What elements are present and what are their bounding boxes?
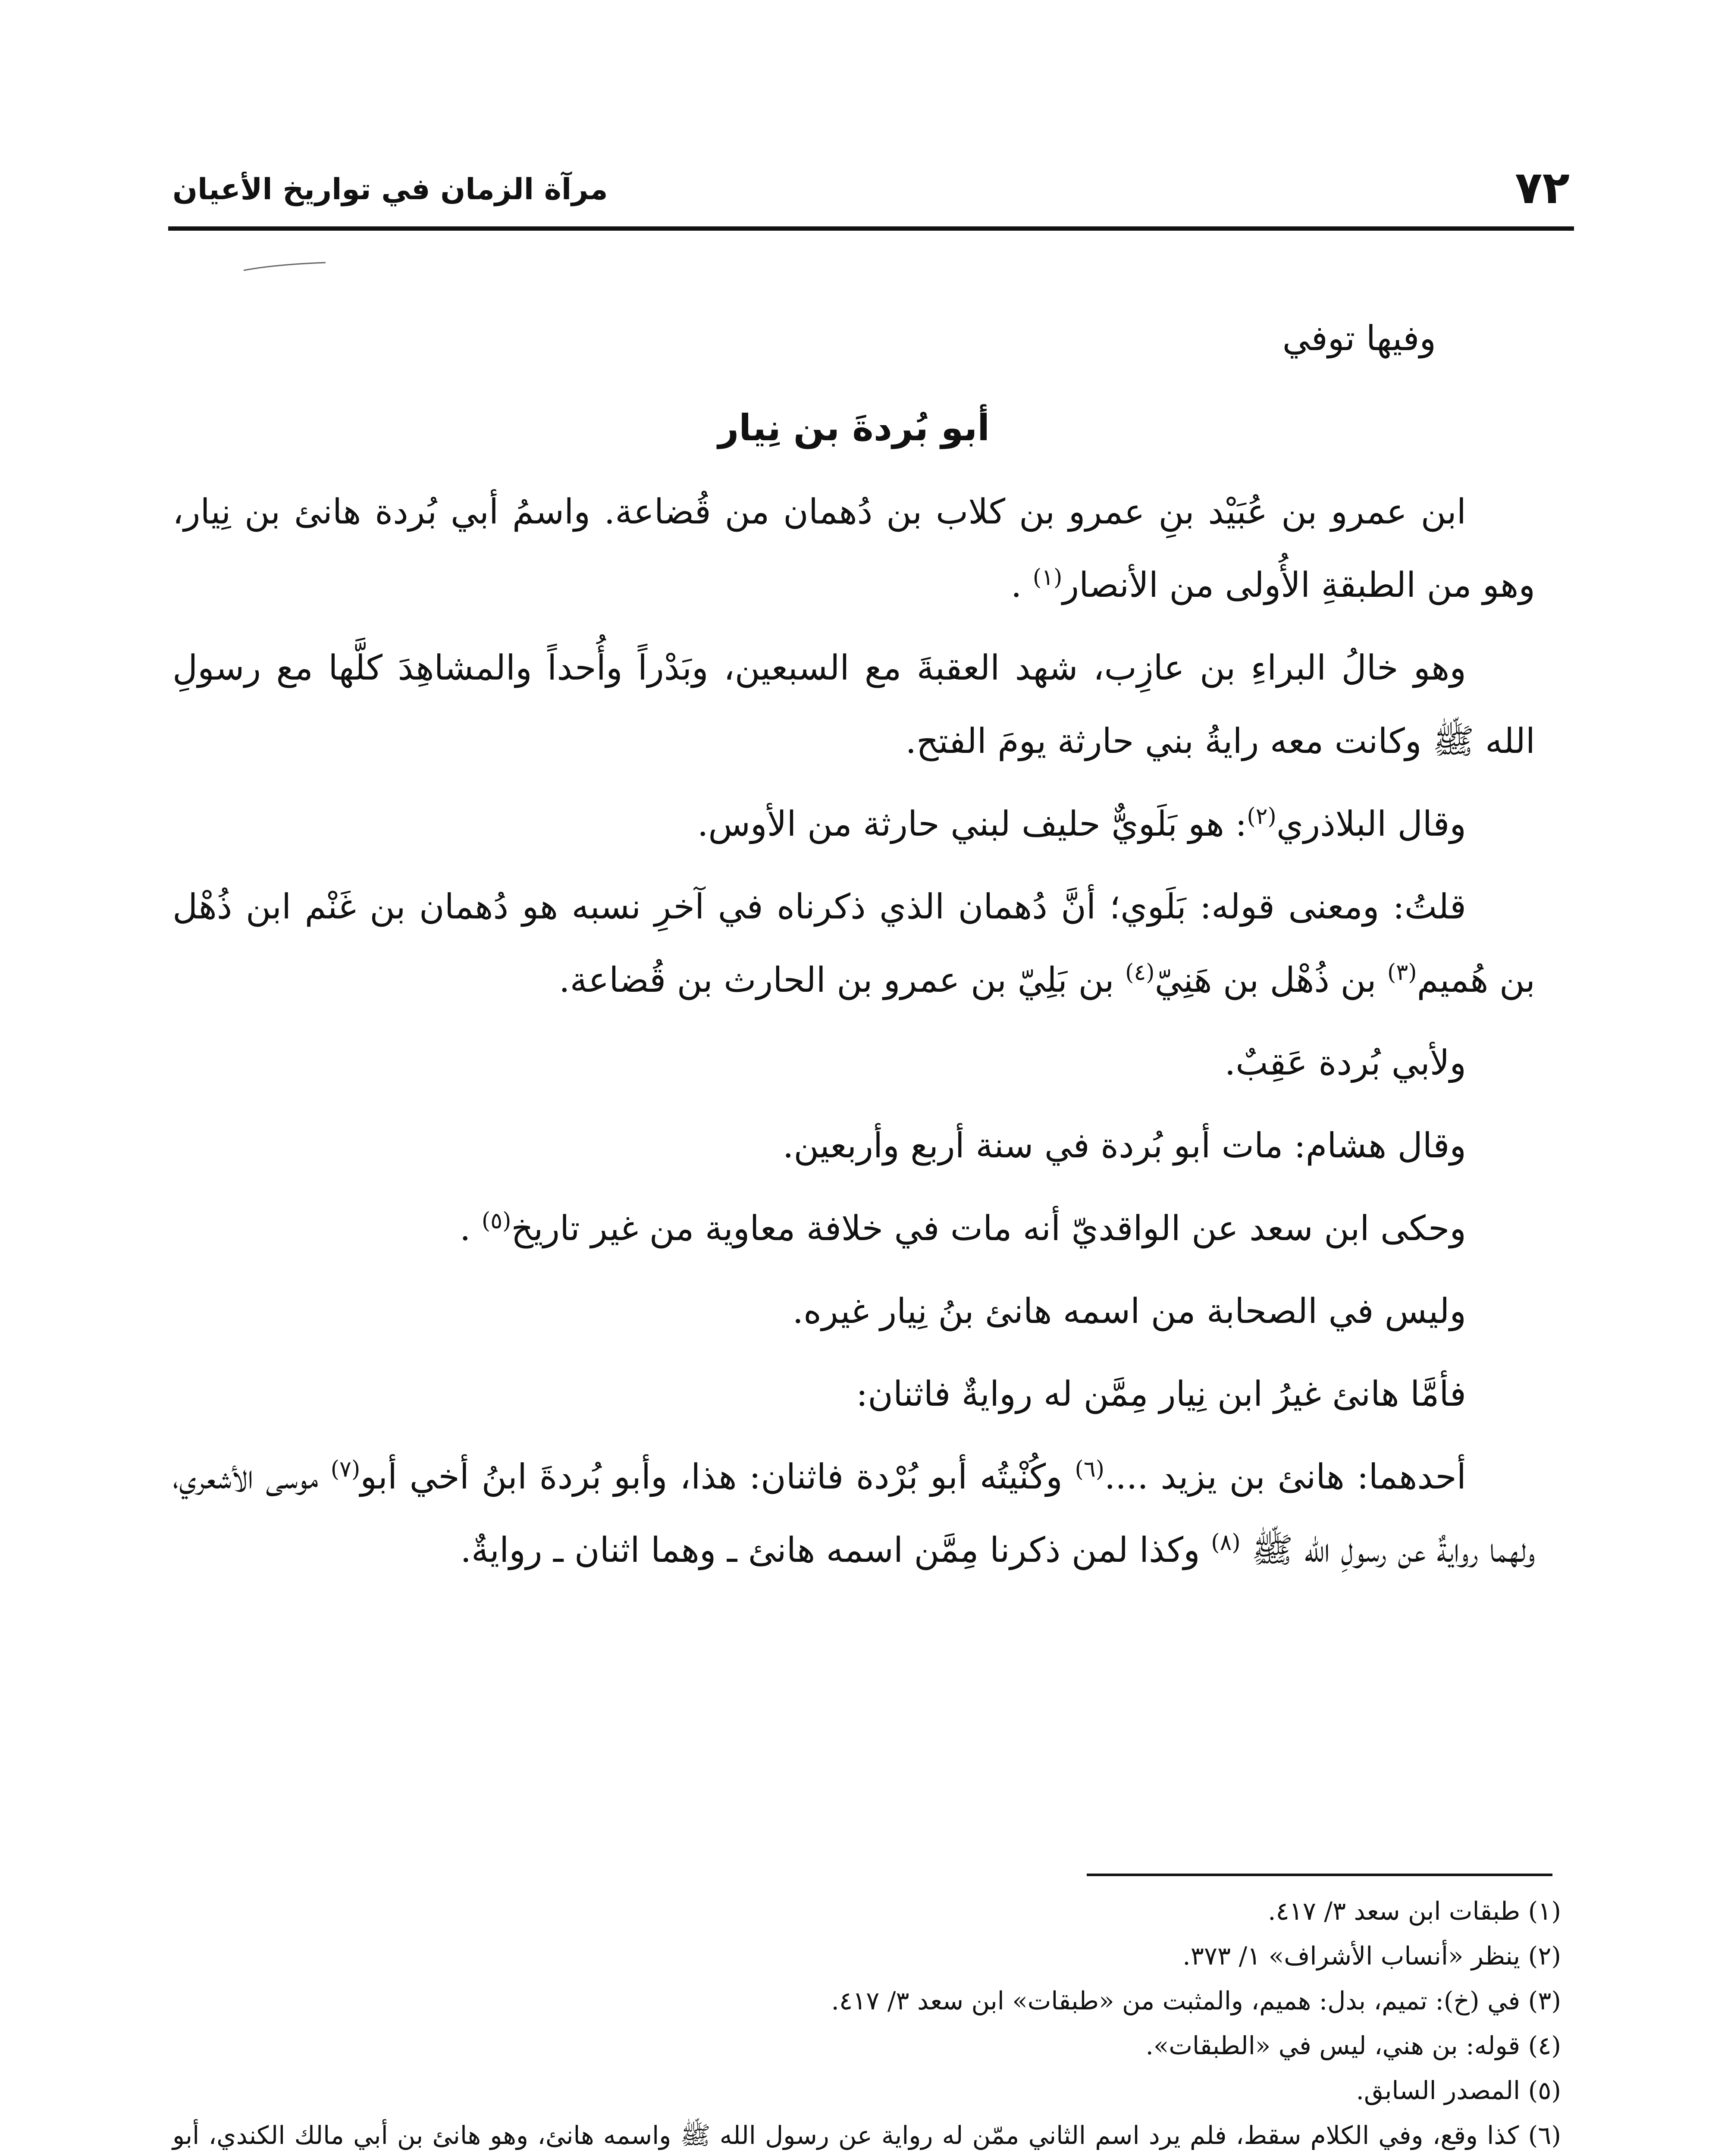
footnote-item: (١) طبقات ابن سعد ٣/ ٤١٧. [1268, 1896, 1561, 1926]
footnote-item: (٥) المصدر السابق. [1356, 2076, 1561, 2105]
footnote-ref[interactable]: (٢) [1247, 803, 1276, 830]
paragraph-text: بن ذُهْل بن هَنِيّ [1154, 960, 1388, 1000]
paragraph-waqidi [172, 1192, 1535, 1265]
paragraph-text: أحدهما: هانئ بن يزيد .... [1104, 1457, 1467, 1497]
paragraph-baladhuri [172, 787, 1535, 861]
main-text [172, 302, 1535, 1596]
footnote-ref[interactable]: (٥) [481, 1208, 511, 1234]
paragraph-text: ابن عمرو بن عُبَيْد بنِ عمرو بن كلاب بن دُهمان من قُضاعة. واسمُ أبي بُردة هانئ بن نِيار، وهو من الطبقةِ الأُولى من الأنصار [172, 492, 1535, 605]
footnote-ref[interactable]: (٨) [1211, 1529, 1241, 1556]
paragraph-text: وقال البلاذري [1276, 804, 1466, 844]
footnote-ref[interactable]: (٧) [330, 1456, 361, 1482]
footnote-item: (٦) كذا وقع، وفي الكلام سقط، فلم يرد اسم الثاني ممّن له رواية عن رسول الله ﷺ واسمه هانئ، وهو هانئ بن أبي مالك الكندي، أبو [172, 2121, 1561, 2150]
paragraph-text: بن بَلِيّ بن عمرو بن الحارث بن قُضاعة. [559, 960, 1126, 1000]
footnote-item: (٣) في (خ): تميم، بدل: هميم، والمثبت من «طبقات» ابن سعد ٣/ ٤١٧. [831, 1986, 1561, 2015]
footnote-ref[interactable]: (٤) [1125, 959, 1155, 986]
paragraph-text: قلتُ: ومعنى قوله: بَلَوي؛ أنَّ دُهمان الذي ذكرناه في آخرِ نسبه هو دُهمان بن غَنْم ابن ذُهْل بن هُميم [172, 887, 1535, 1000]
footnote-ref[interactable]: (١) [1032, 564, 1063, 591]
paragraph-lineage [172, 475, 1535, 622]
paragraph-text: موسى الأشعري، ولهما روايةٌ عن رسولِ الله ﷺ [172, 1457, 1535, 1570]
paragraph-battles: وهو خالُ البراءِ بن عازِب، شهد العقبةَ مع السبعين، وبَدْراً وأُحداً والمشاهِدَ كلَّها مع رسولِ الله ﷺ وكانت معه رايةُ بني حارثة يومَ الفتح. [172, 648, 1535, 761]
page-number: ٧٢ [1515, 161, 1570, 214]
paragraph-text: . [1011, 565, 1033, 605]
footnote-separator [1087, 1874, 1552, 1876]
footnote-item: (٢) ينظر «أنساب الأشراف» ١/ ٣٧٣. [1182, 1941, 1561, 1971]
intro-line: وفيها توفي [1282, 318, 1436, 358]
paragraph-text: وكذا لمن ذكرنا مِمَّن اسمه هانئ ـ وهما اثنان ـ روايةٌ. [460, 1530, 1211, 1570]
footnotes [172, 1889, 1561, 2156]
paragraph-text: وكُنْيتُه أبو بُرْدة فاثنان: هذا، وأبو بُردةَ ابنُ أخي أبو [360, 1457, 1075, 1497]
paragraph-text: . [460, 1208, 482, 1248]
footnote-ref[interactable]: (٦) [1075, 1456, 1105, 1482]
paragraph-others: فأمَّا هانئ غيرُ ابن نِيار مِمَّن له روايةٌ فاثنان: [856, 1374, 1466, 1414]
header-rule [168, 226, 1574, 231]
footnote-ref[interactable]: (٣) [1387, 959, 1417, 986]
paragraph-text: وحكى ابن سعد عن الواقديّ أنه مات في خلافة معاوية من غير تاريخ [511, 1208, 1466, 1248]
paragraph-text: : هو بَلَويٌّ حليف لبني حارثة من الأوس. [697, 804, 1247, 844]
stray-pen-mark [241, 261, 328, 274]
footnote-item: (٤) قوله: بن هني، ليس في «الطبقات». [1145, 2031, 1561, 2060]
book-title: مرآة الزمان في تواريخ الأعيان [172, 172, 608, 207]
paragraph-hisham: وقال هشام: مات أبو بُردة في سنة أربع وأربعين. [782, 1125, 1466, 1166]
paragraph-balawi [172, 870, 1535, 1017]
paragraph-descendants: ولأبي بُردة عَقِبٌ. [1224, 1043, 1466, 1083]
section-heading: أبو بُردةَ بن نِيار [718, 407, 990, 449]
running-header [172, 161, 1570, 216]
paragraph-companions: وليس في الصحابة من اسمه هانئ بنُ نِيار غيره. [792, 1291, 1466, 1331]
paragraph-first [172, 1440, 1535, 1587]
